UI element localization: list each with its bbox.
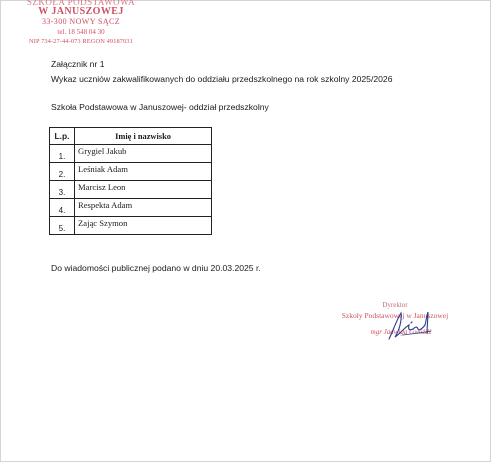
students-table [49, 127, 212, 235]
signature-role: Dyrektor [382, 301, 408, 309]
row-name: Zając Szymon [75, 217, 212, 235]
header-name: Imię i nazwisko [75, 128, 212, 145]
public-notice: Do wiadomości publicznej podano w dniu 20.03.2025 r. [51, 263, 261, 273]
director-signature-stamp [319, 301, 471, 337]
table-row [50, 199, 212, 217]
signature-institution: Szkoły Podstawowej w Januszowej [341, 311, 449, 320]
signature-name: mgr Jadwiga Gwóźdź [370, 328, 432, 336]
stamp-line-address: 33-300 NOWY SĄCZ [41, 17, 121, 26]
table-header-row [50, 128, 212, 145]
row-number: 2. [50, 163, 75, 181]
stamp-line-phone: tel. 18 548 04 30 [57, 28, 105, 36]
table-row [50, 145, 212, 163]
school-line: Szkoła Podstawowa w Januszowej- oddział przedszkolny [51, 102, 269, 112]
header-number: L.p. [50, 128, 75, 145]
table-row [50, 181, 212, 199]
row-number: 3. [50, 181, 75, 199]
row-name: Leśniak Adam [75, 163, 212, 181]
handwritten-signature [381, 309, 441, 343]
table-row [50, 163, 212, 181]
row-number: 4. [50, 199, 75, 217]
row-name: Grygiel Jakub [75, 145, 212, 163]
row-name: Marcisz Leon [75, 181, 212, 199]
row-number: 1. [50, 145, 75, 163]
document-title: Wykaz uczniów zakwalifikowanych do oddziału przedszkolnego na rok szkolny 2025/2026 [51, 74, 393, 84]
table-row [50, 217, 212, 235]
school-header-stamp [1, 1, 161, 47]
stamp-line-ids: NIP 734-27-44-073 REGON 49187031 [29, 38, 133, 45]
stamp-line-location: W JANUSZOWEJ [38, 6, 124, 17]
annex-label: Załącznik nr 1 [51, 59, 105, 69]
stamp-line-school: SZKOŁA PODSTAWOWA [26, 0, 136, 7]
row-number: 5. [50, 217, 75, 235]
row-name: Respekta Adam [75, 199, 212, 217]
